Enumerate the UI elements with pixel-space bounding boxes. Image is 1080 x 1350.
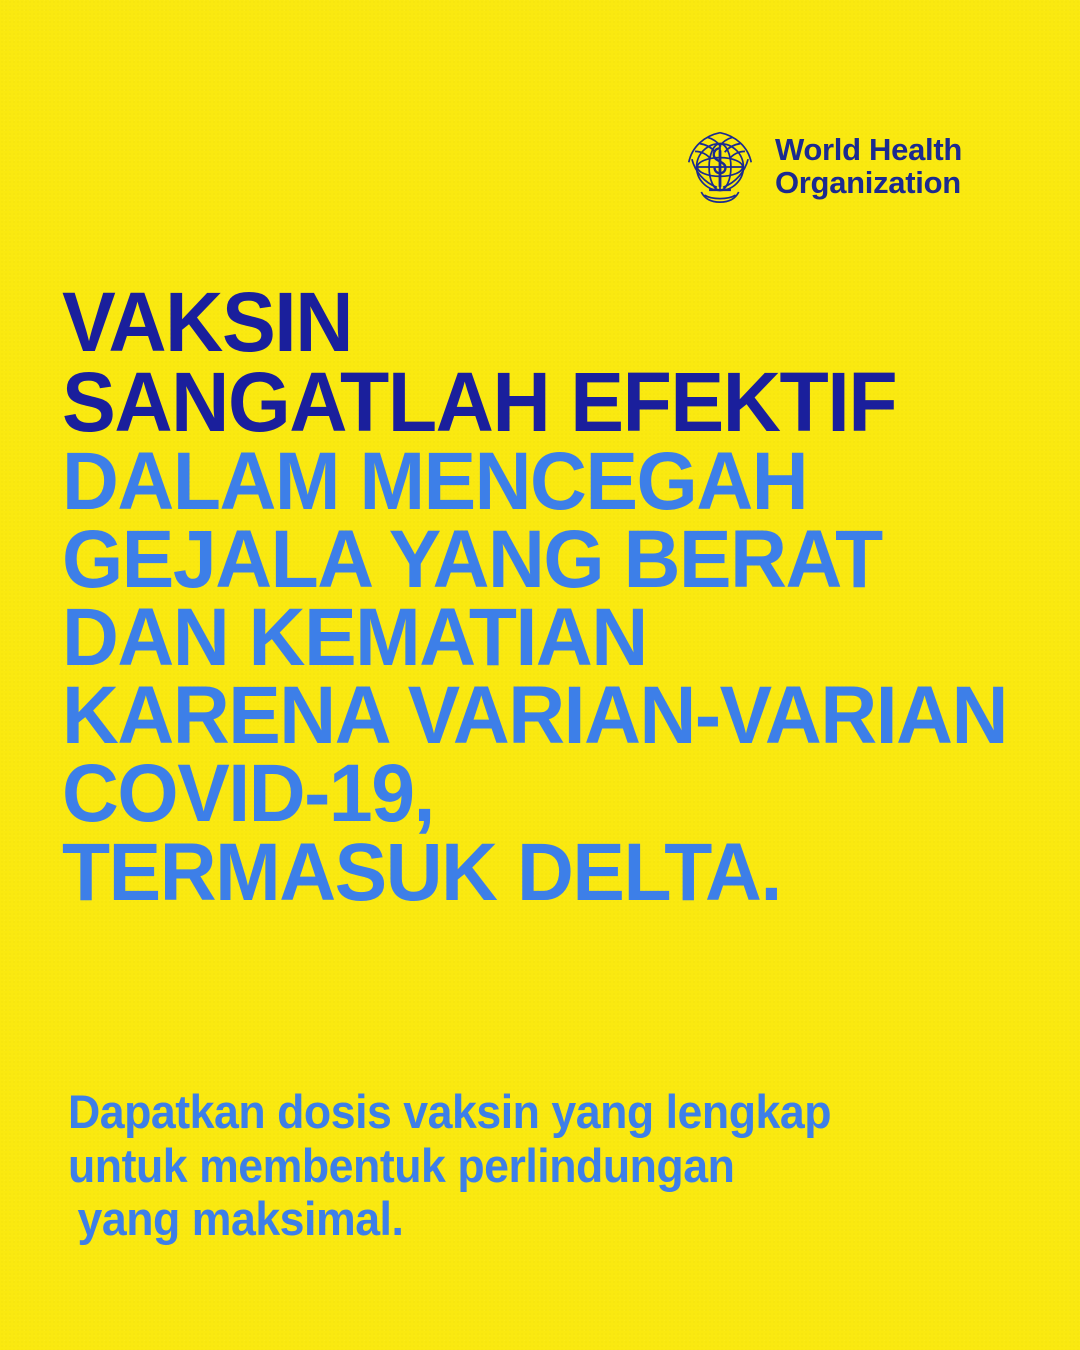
who-logo-text [775,134,962,200]
subtext-line-2: untuk membentuk perlindungan [68,1138,735,1192]
headline-line-3: DALAM MENCEGAH [62,435,808,527]
headline-line-7: COVID-19, [62,748,434,840]
headline-line-6: KARENA VARIAN-VARIAN [62,670,1007,762]
headline-line-2: SANGATLAH EFEKTIF [62,354,897,449]
headline-line-1: VAKSIN [62,275,353,369]
who-logo-line2: Organization [774,165,961,200]
who-logo-lockup [681,128,962,206]
who-logo-line1: World Health [774,132,962,168]
headline-line-8: TERMASUK DELTA. [62,826,781,918]
subtext-line-3: yang maksimal. [77,1192,404,1246]
headline-line-4: GEJALA YANG BERAT [62,513,882,605]
headline-block [62,275,1052,918]
subtext-line-1: Dapatkan dosis vaksin yang lengkap [68,1085,832,1138]
headline-line-5: DAN KEMATIAN [62,592,647,684]
subtext-block [68,1085,980,1246]
who-emblem-icon [681,128,759,206]
